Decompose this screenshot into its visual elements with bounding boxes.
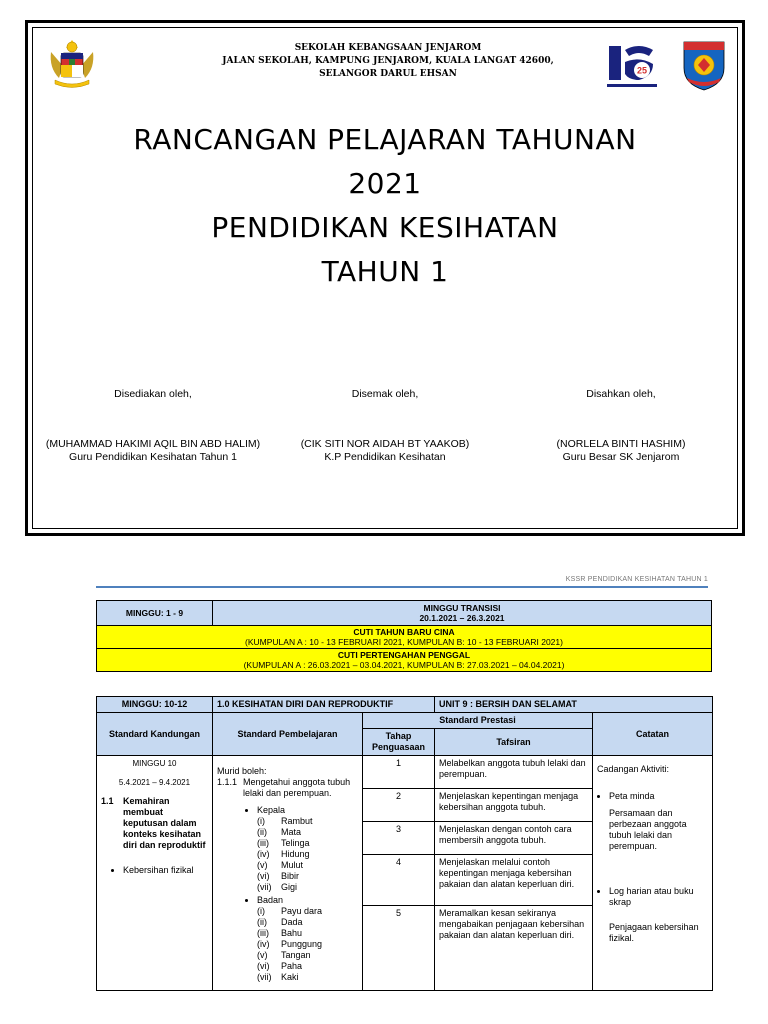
header-standard-prestasi: Standard Prestasi (363, 713, 593, 729)
sp-sub-item-number: (iii) (257, 928, 269, 938)
sp-group-kepala (257, 805, 358, 893)
sp-sub-item-text: Mata (281, 827, 302, 837)
sp-sub-item (257, 950, 358, 961)
tp-level: 5 (363, 906, 435, 991)
signature-lead: Disemak oleh, (351, 388, 419, 400)
signature-checked (265, 388, 505, 464)
sp-sub-item-number: (vii) (257, 972, 272, 982)
school-address-line1: JALAN SEKOLAH, KAMPUNG JENJAROM, KUALA LANGAT 42600, (222, 56, 554, 66)
sp-sub-item-text: Punggung (281, 939, 323, 949)
sp-sub-item-number: (i) (257, 906, 265, 916)
sp-sub-item-text: Rambut (281, 816, 313, 826)
transition-week-label: MINGGU: 1 - 9 (97, 601, 213, 626)
sp-sub-item-text: Tangan (281, 950, 311, 960)
signature-role: Guru Pendidikan Kesihatan Tahun 1 (69, 451, 237, 463)
catatan-item-log-harian (609, 886, 708, 944)
tp-description: Menjelaskan dengan contoh cara membersih anggota tubuh. (435, 822, 593, 855)
sk-bullet-list (101, 865, 208, 876)
title-line-year: 2021 (348, 167, 422, 200)
sp-sub-item-number: (vi) (257, 961, 270, 971)
school-name: SEKOLAH KEBANGSAAN JENJAROM (294, 43, 482, 53)
sp-sub-item-text: Bibir (281, 871, 300, 881)
title-line-subject: PENDIDIKAN KESIHATAN (211, 211, 559, 244)
sp-sub-item-number: (vii) (257, 882, 272, 892)
sp-sub-item (257, 860, 358, 871)
sp-sub-item (257, 882, 358, 893)
sp-sub-item-number: (v) (257, 860, 268, 870)
catatan-intro: Cadangan Aktiviti: (597, 764, 670, 774)
topic-label: 1.0 KESIHATAN DIRI DAN REPRODUKTIF (213, 697, 435, 713)
school-shield-icon (681, 38, 727, 92)
school-info (173, 42, 603, 81)
tp-level: 3 (363, 822, 435, 855)
sp-sub-item-text: Dada (281, 917, 303, 927)
sp-sub-item (257, 928, 358, 939)
sp-sub-item (257, 849, 358, 860)
page-header-rule (96, 586, 708, 588)
standard-pembelajaran-cell (213, 756, 363, 991)
sp-sub-item-number: (ii) (257, 917, 267, 927)
signature-lead: Disahkan oleh, (586, 388, 656, 400)
sp-sub-item-text: Gigi (281, 882, 298, 892)
tp-description: Meramalkan kesan sekiranya mengabaikan penjagaan kebersihan pakaian dan alatan keperluan diri. (435, 906, 593, 991)
holiday-cny-detail: (KUMPULAN A : 10 - 13 FEBRUARI 2021, KUMPULAN B: 10 - 13 FEBRUARI 2021) (245, 637, 563, 647)
sp-standard (217, 777, 358, 799)
page-header (96, 576, 708, 588)
week-label: MINGGU: 10-12 (97, 697, 213, 713)
school-address-line2: SELANGOR DARUL EHSAN (319, 69, 457, 79)
tp-level: 2 (363, 789, 435, 822)
sp-sub-item-number: (v) (257, 950, 268, 960)
header-catatan: Catatan (593, 713, 713, 756)
coat-of-arms-icon (45, 38, 99, 90)
sk-dates: 5.4.2021 – 9.4.2021 (118, 778, 191, 787)
holiday-cny-title: CUTI TAHUN BARU CINA (353, 627, 455, 637)
catatan-list (597, 791, 708, 944)
page-header-text: KSSR PENDIDIKAN KESIHATAN TAHUN 1 (565, 576, 708, 583)
sp-intro: Murid boleh: (217, 766, 267, 776)
sp-sub-item (257, 871, 358, 882)
logo-badge-number: 25 (636, 65, 648, 76)
cover-inner-border (32, 27, 738, 529)
sp-sub-item (257, 939, 358, 950)
signature-prepared (33, 388, 273, 464)
sp-sub-item-number: (ii) (257, 827, 267, 837)
sk-code: 1.1 (101, 796, 114, 806)
title-line-grade: TAHUN 1 (321, 255, 449, 288)
sp-group-label: Kepala (257, 805, 286, 815)
holiday-midterm-title: CUTI PERTENGAHAN PENGGAL (337, 650, 471, 660)
signature-role: Guru Besar SK Jenjarom (562, 451, 680, 463)
sp-group-label: Badan (257, 895, 284, 905)
tp-level: 1 (363, 756, 435, 789)
sp-code: 1.1.1 (217, 777, 238, 787)
sp-sub-item (257, 917, 358, 928)
header-standard-pembelajaran: Standard Pembelajaran (213, 713, 363, 756)
tp-description: Menjelaskan kepentingan menjaga kebersihan anggota tubuh. (435, 789, 593, 822)
sp-group-badan (257, 895, 358, 983)
sp-sub-item-number: (iii) (257, 838, 269, 848)
catatan-item-label: Peta minda (609, 791, 655, 801)
signature-lead: Disediakan oleh, (114, 388, 192, 400)
catatan-item-label: Log harian atau buku skrap (609, 886, 694, 907)
sp-sub-item-text: Payu dara (281, 906, 323, 916)
catatan-item-text: Penjagaan kebersihan fizikal. (609, 922, 699, 943)
sp-sub-item (257, 906, 358, 917)
signature-role: K.P Pendidikan Kesihatan (324, 451, 446, 463)
sp-sub-item-text: Paha (281, 961, 303, 971)
sp-sub-item-text: Kaki (281, 972, 299, 982)
unit-label: UNIT 9 : BERSIH DAN SELAMAT (435, 697, 713, 713)
header-tafsiran: Tafsiran (435, 729, 593, 756)
sp-sub-item-number: (i) (257, 816, 265, 826)
standard-kandungan-cell (97, 756, 213, 991)
signature-name: (CIK SITI NOR AIDAH BT YAAKOB) (300, 438, 470, 450)
sp-sub-item-text: Hidung (281, 849, 310, 859)
sp-sub-item-number: (vi) (257, 871, 270, 881)
header-standard-kandungan: Standard Kandungan (97, 713, 213, 756)
signature-name: (NORLELA BINTI HASHIM) (556, 438, 686, 450)
sp-sub-item-text: Bahu (281, 928, 303, 938)
sk-standard (101, 796, 208, 851)
sp-sub-item (257, 816, 358, 827)
tp-level: 4 (363, 855, 435, 906)
sk-week: MINGGU 10 (132, 759, 177, 768)
sp-sub-item (257, 961, 358, 972)
transition-week-cell (213, 601, 712, 626)
sp-sub-item (257, 838, 358, 849)
transition-table (96, 600, 712, 672)
sk-bullet-item: • Kebersihan fizikal (123, 865, 208, 876)
title-line-plan: RANCANGAN PELAJARAN TAHUNAN (133, 123, 637, 156)
sk-title: Kemahiran membuat keputusan dalam konteks kesihatan diri dan reproduktif (123, 796, 206, 850)
sp-sub-item-text: Mulut (281, 860, 304, 870)
cover-page (25, 20, 745, 536)
sp-group-items (257, 906, 358, 983)
sp-sub-item (257, 972, 358, 983)
holiday-midterm (97, 649, 712, 672)
holiday-cny (97, 626, 712, 649)
transition-title: MINGGU TRANSISI (423, 603, 501, 613)
sp-sub-item (257, 827, 358, 838)
anniversary-logo-icon (605, 40, 659, 90)
signature-approved (501, 388, 741, 464)
catatan-cell (593, 756, 713, 991)
catatan-item-peta-minda (609, 791, 708, 852)
sp-sub-item-number: (iv) (257, 939, 270, 949)
transition-dates: 20.1.2021 – 26.3.2021 (419, 613, 505, 623)
sp-text: Mengetahui anggota tubuh lelaki dan perempuan. (243, 777, 351, 798)
catatan-item-text: Persamaan dan perbezaan anggota tubuh lelaki dan perempuan. (609, 808, 687, 851)
holiday-midterm-detail: (KUMPULAN A : 26.03.2021 – 03.04.2021, KUMPULAN B: 27.03.2021 – 04.04.2021) (243, 660, 565, 670)
lesson-plan-table (96, 696, 713, 991)
header-tahap-penguasaan: Tahap Penguasaan (363, 729, 435, 756)
sp-group-items (257, 816, 358, 893)
tp-description: Melabelkan anggota tubuh lelaki dan perempuan. (435, 756, 593, 789)
tp-description: Menjelaskan melalui contoh kepentingan menjaga kebersihan pakaian dan alatan keperluan diri. (435, 855, 593, 906)
document-title (33, 118, 737, 294)
sp-sub-item-number: (iv) (257, 849, 270, 859)
signature-name: (MUHAMMAD HAKIMI AQIL BIN ABD HALIM) (45, 438, 261, 450)
sp-sub-item-text: Telinga (281, 838, 310, 848)
sp-group-list (217, 805, 358, 983)
